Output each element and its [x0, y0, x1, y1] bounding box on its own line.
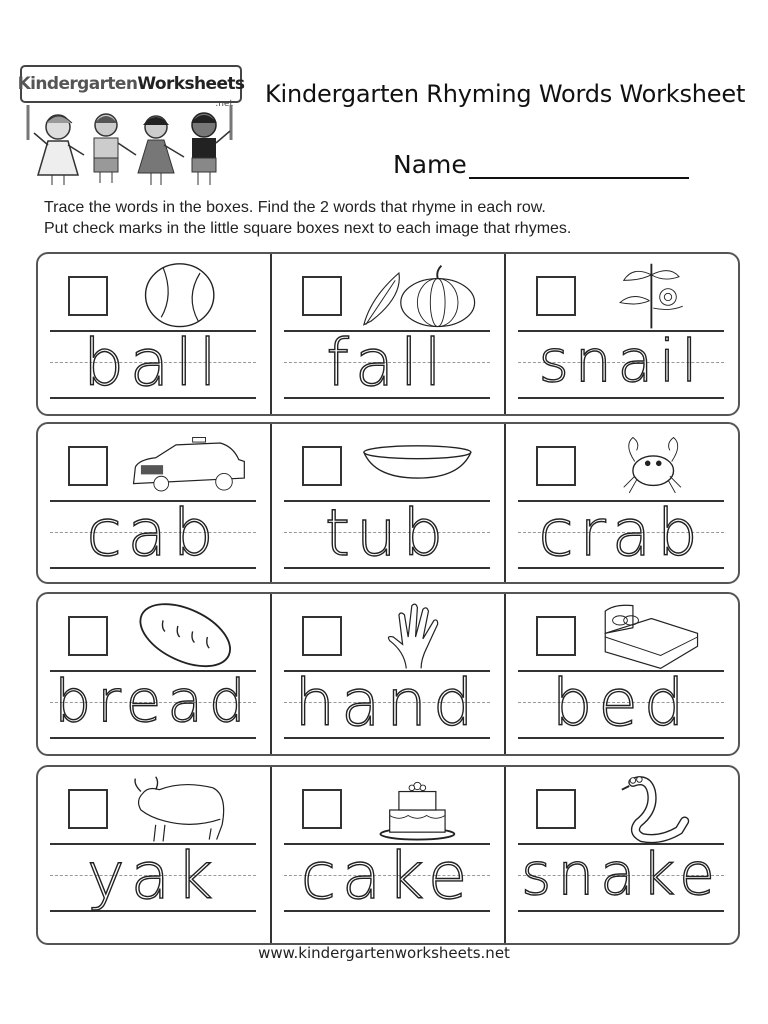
yak-icon: [128, 773, 248, 847]
rhyme-checkbox[interactable]: [302, 789, 342, 829]
rhyme-checkbox[interactable]: [536, 276, 576, 316]
trace-word[interactable]: yak: [86, 840, 220, 914]
footer-url: www.kindergartenworksheets.net: [258, 944, 510, 962]
writing-line-bottom: [518, 397, 724, 399]
rhyme-checkbox[interactable]: [536, 446, 576, 486]
worksheet-title: Kindergarten Rhyming Words Worksheet: [265, 80, 746, 108]
rhyme-checkbox[interactable]: [536, 789, 576, 829]
word-cell-fall: [272, 254, 506, 414]
hand-icon: [362, 600, 482, 674]
exercise-row-4: [36, 765, 740, 945]
rhyme-checkbox[interactable]: [302, 616, 342, 656]
word-cell-snail: [506, 254, 738, 414]
logo-sign: [17, 65, 245, 103]
writing-line-bottom: [518, 910, 724, 912]
writing-line-bottom: [50, 737, 256, 739]
tennis-ball-icon: [128, 260, 248, 334]
logo-suffix: .net: [215, 99, 233, 109]
instructions-line-2: Put check marks in the little square boxes next to each image that rhymes.: [44, 220, 572, 237]
word-cell-hand: [272, 594, 506, 754]
tub-bowl-icon: [362, 430, 482, 504]
exercise-row-3: [36, 592, 740, 756]
trace-word[interactable]: crab: [538, 497, 704, 571]
bread-loaf-icon: [128, 600, 248, 674]
word-cell-yak: [38, 767, 272, 943]
rhyme-checkbox[interactable]: [302, 446, 342, 486]
name-field[interactable]: [393, 150, 689, 179]
word-cell-bread: [38, 594, 272, 754]
snake-icon: [596, 773, 716, 847]
word-cell-crab: [506, 424, 738, 582]
instructions: [44, 197, 571, 239]
trace-word[interactable]: bed: [551, 667, 691, 741]
rhyme-checkbox[interactable]: [302, 276, 342, 316]
crab-icon: [596, 430, 716, 504]
trace-word[interactable]: snail: [538, 327, 704, 395]
exercise-row-2: [36, 422, 740, 584]
taxi-cab-icon: [128, 430, 248, 504]
rhyme-checkbox[interactable]: [68, 789, 108, 829]
word-cell-cab: [38, 424, 272, 582]
trace-word[interactable]: hand: [294, 667, 480, 741]
rhyme-checkbox[interactable]: [68, 446, 108, 486]
logo-text: KindergartenWorksheets: [17, 74, 245, 94]
word-cell-ball: [38, 254, 272, 414]
kids-holding-hands-icon: [18, 105, 243, 190]
word-cell-bed: [506, 594, 738, 754]
name-input-line[interactable]: [469, 151, 689, 179]
bed-icon: [596, 600, 716, 674]
site-logo: [18, 55, 243, 190]
trace-word[interactable]: tub: [324, 497, 450, 571]
trace-word[interactable]: fall: [326, 327, 448, 401]
layer-cake-icon: [362, 773, 482, 847]
instructions-line-1: Trace the words in the boxes. Find the 2 words that rhyme in each row.: [44, 199, 546, 216]
word-cell-tub: [272, 424, 506, 582]
rhyme-checkbox[interactable]: [68, 616, 108, 656]
trace-word[interactable]: bread: [54, 667, 252, 735]
trace-word[interactable]: ball: [83, 327, 223, 401]
trace-word[interactable]: cab: [86, 497, 220, 571]
rhyme-checkbox[interactable]: [68, 276, 108, 316]
name-label: Name: [393, 150, 467, 179]
snail-on-stem-icon: [596, 260, 716, 334]
trace-word[interactable]: cake: [300, 840, 474, 914]
leaf-and-pumpkin-icon: [362, 260, 482, 334]
exercise-row-1: [36, 252, 740, 416]
word-cell-snake: [506, 767, 738, 943]
rhyme-checkbox[interactable]: [536, 616, 576, 656]
trace-word[interactable]: snake: [521, 840, 721, 908]
word-cell-cake: [272, 767, 506, 943]
